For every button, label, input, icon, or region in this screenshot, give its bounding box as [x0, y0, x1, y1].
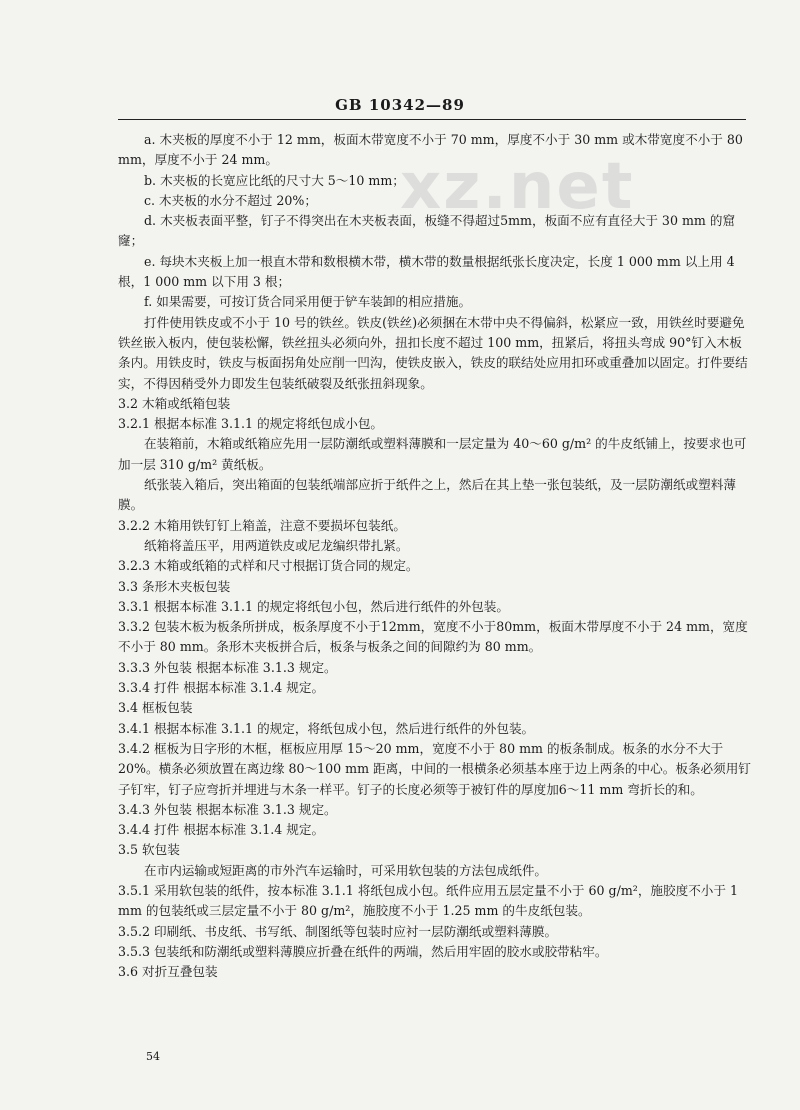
paragraph: c. 木夹板的水分不超过 20%； [144, 192, 317, 208]
paragraph: b. 木夹板的长宽应比纸的尺寸大 5～10 mm； [144, 172, 405, 188]
paragraph: 3.2.3 木箱或纸箱的式样和尺寸根据订货合同的规定。 [118, 558, 419, 574]
paragraph: 3.5 软包装 [118, 842, 180, 858]
paragraph: 3.5.3 包装纸和防潮纸或塑料薄膜应折叠在纸件的两端，然后用牢固的胶水或胶带粘牢。 [118, 943, 608, 959]
paragraph: 纸箱将盖压平，用两道铁皮或尼龙编织带扎紧。 [144, 537, 409, 553]
paragraph: 3.5.1 采用软包装的纸件，按本标准 3.1.1 将纸包成小包。纸件应用五层定量不小于 60 g/m²，施胶度不小于 1 mm 的包装纸或三层定量不小于 80 g/m²，施胶度不小于 1.25 mm 的牛皮纸包装。 [118, 882, 739, 919]
paragraph: 3.6 对折互叠包装 [118, 964, 218, 980]
paragraph: 在装箱前，木箱或纸箱应先用一层防潮纸或塑料薄膜和一层定量为 40～60 g/m² 的牛皮纸铺上，按要求也可加一层 310 g/m² 黄纸板。 [118, 436, 747, 472]
standard-code-header: GB 10342—89 [335, 96, 465, 114]
paragraph: 3.4.2 框板为日字形的木框，框板应用厚 15～20 mm，宽度不小于 80 mm 的板条制成。板条的水分不大于 20%。横条必须放置在离边缘 80～100 mm 距离，中间的一根横条必须基本座于边上两条的中心。板条必须用钉子钉牢，钉子应弯折并埋进与木条一样平。钉子的长度必须等于被钉件的厚度加6～11 mm 弯折长的和。 [118, 740, 751, 797]
paragraph: 纸张装入箱后，突出箱面的包装纸端部应折于纸件之上，然后在其上垫一张包装纸，及一层防潮纸或塑料薄膜。 [118, 477, 736, 513]
document-body [118, 130, 754, 982]
paragraph: 3.5.2 印刷纸、书皮纸、书写纸、制图纸等包装时应衬一层防潮纸或塑料薄膜。 [118, 923, 558, 939]
paragraph: 3.4.1 根据本标准 3.1.1 的规定，将纸包成小包，然后进行纸件的外包装。 [118, 720, 535, 736]
paragraph: 3.3.1 根据本标准 3.1.1 的规定将纸包小包，然后进行纸件的外包装。 [118, 598, 509, 614]
paragraph: a. 木夹板的厚度不小于 12 mm，板面木带宽度不小于 70 mm，厚度不小于 30 mm 或木带宽度不小于 80 mm，厚度不小于 24 mm。 [118, 132, 743, 168]
paragraph: 3.2.1 根据本标准 3.1.1 的规定将纸包成小包。 [118, 416, 384, 432]
paragraph: e. 每块木夹板上加一根直木带和数根横木带，横木带的数量根据纸张长度决定，长度 1 000 mm 以上用 4 根，1 000 mm 以下用 3 根； [118, 253, 735, 290]
paragraph: 打件使用铁皮或不小于 10 号的铁丝。铁皮(铁丝)必须捆在木带中央不得偏斜，松紧应一致，用铁丝时要避免铁丝嵌入板内，使包装松懈，铁丝扭头必须向外，扭扣长度不超过 100 mm，扭紧后，将扭头弯成 90°钉入木板条内。用铁皮时，铁皮与板面拐角处应削一凹沟，使铁皮嵌入，铁皮的联结处应用扣环或重叠加以固定。打件要结实，不得因稍受外力即发生包装纸破裂及纸张扭斜现象。 [118, 314, 748, 391]
paragraph: 3.4.4 打件 根据本标准 3.1.4 规定。 [118, 822, 325, 838]
paragraph: 3.3.4 打件 根据本标准 3.1.4 规定。 [118, 680, 325, 696]
paragraph: 3.4 框板包装 [118, 700, 193, 716]
paragraph: 3.4.3 外包装 根据本标准 3.1.3 规定。 [118, 801, 337, 817]
paragraph: 3.2.2 木箱用铁钉钉上箱盖，注意不要损坏包装纸。 [118, 517, 406, 533]
paragraph: 3.3.3 外包装 根据本标准 3.1.3 规定。 [118, 659, 337, 675]
paragraph: 在市内运输或短距离的市外汽车运输时，可采用软包装的方法包成纸件。 [144, 862, 547, 878]
paragraph: 3.2 木箱或纸箱包装 [118, 395, 231, 411]
paragraph: f. 如果需要，可按订货合同采用便于铲车装卸的相应措施。 [144, 294, 472, 310]
header-rule [118, 119, 746, 120]
paragraph: 3.3 条形木夹板包装 [118, 578, 231, 594]
watermark: xz.net [400, 150, 635, 224]
paragraph: d. 木夹板表面平整，钉子不得突出在木夹板表面，板缝不得超过5mm，板面不应有直径大于 30 mm 的窟窿； [118, 213, 736, 249]
paragraph: 3.3.2 包装木板为板条所拼成，板条厚度不小于12mm，宽度不小于80mm，板面木带厚度不小于 24 mm，宽度不小于 80 mm。条形木夹板拼合后，板条与板条之间的间隙约为 80 mm。 [118, 619, 748, 655]
page-number: 54 [146, 1050, 160, 1063]
